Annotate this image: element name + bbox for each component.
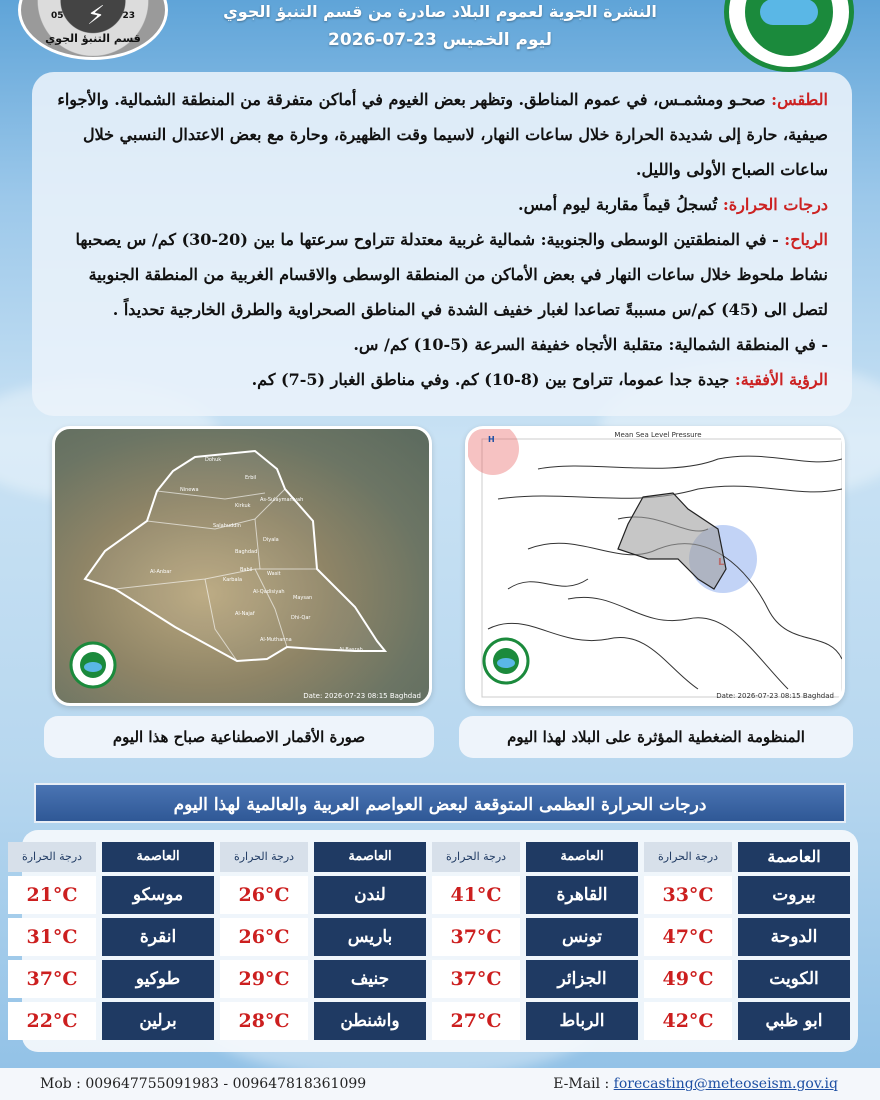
map-label: Wasit	[267, 571, 281, 577]
visibility-text: جيدة جدا عموما، تتراوح بين (8-10) كم. وفي مناطق الغبار (5-7) كم.	[251, 370, 735, 389]
temperature-table	[22, 830, 858, 1052]
map-label: Al-Qadisiyah	[253, 589, 285, 595]
city-cell: القاهرة	[526, 876, 638, 914]
header-city: العاصمة	[738, 842, 850, 872]
city-cell: الجزائر	[526, 960, 638, 998]
logo-text: قسم التنبؤ الجوي	[45, 32, 141, 45]
iraq-map	[55, 429, 432, 706]
map-label: As-Sulaymaniyah	[260, 497, 304, 503]
temp-cell: 33°C	[644, 876, 732, 914]
map-label: Al-Najaf	[235, 611, 255, 617]
cloud-icon	[745, 0, 833, 56]
temperature-text: تُسجلُ قيماً مقاربة ليوم أمس.	[518, 195, 723, 214]
temp-cell: 27°C	[432, 1002, 520, 1040]
map-label: Al-Basrah	[339, 647, 363, 653]
temp-cell: 49°C	[644, 960, 732, 998]
temp-cell: 37°C	[8, 960, 96, 998]
logo-number-left: 05	[51, 11, 64, 21]
temp-cell: 37°C	[432, 960, 520, 998]
satellite-image	[52, 426, 432, 706]
city-cell: جنيف	[314, 960, 426, 998]
city-cell: انقرة	[102, 918, 214, 956]
city-cell: الكويت	[738, 960, 850, 998]
pressure-chart	[468, 429, 845, 706]
email-link[interactable]: forecasting@meteoseism.gov.iq	[613, 1076, 838, 1092]
map-label: Kirkuk	[235, 503, 251, 509]
header-city: العاصمة	[526, 842, 638, 872]
temp-cell: 28°C	[220, 1002, 308, 1040]
city-cell: برلين	[102, 1002, 214, 1040]
city-cell: طوكيو	[102, 960, 214, 998]
weather-text: صحـو ومشمـس، في عموم المناطق. وتظهر بعض الغيوم في أماكن متفرقة من المنطقة الشمالية. والأجواء صيفية، حارة إلى شديدة الحرارة خلال ساعات النهار، لاسيما وقت الظهيرة، وحارة مع بعض الاعتدال النسبي خلال ساعات الصباح الأولى والليل.	[57, 90, 828, 179]
temp-cell: 42°C	[644, 1002, 732, 1040]
map-label: Diyala	[263, 537, 279, 543]
temperature-paragraph	[56, 187, 828, 222]
satellite-timestamp: Date: 2026-07-23 08:15 Baghdad	[303, 692, 421, 700]
map-label: Erbil	[245, 475, 257, 481]
header-temp: درجة الحرارة	[220, 842, 308, 872]
wind-text-central-south: - في المنطقتين الوسطى والجنوبية: شمالية غربية معتدلة تتراوح سرعتها ما بين (20-30) كم/ س يصحبها نشاط ملحوظ خلال ساعات النهار في بعض الأماكن من المنطقة الوسطى والاقسام الغربية من المنطقة الجنوبية لتصل الى (45) كم/س مسببةً تصاعدا لغبار خفيف الشدة في المناطق الصحراوية والطرق الخارجية تحديداً .	[75, 230, 828, 319]
city-cell: لندن	[314, 876, 426, 914]
pressure-timestamp: Date: 2026-07-23 08:15 Baghdad	[716, 692, 834, 700]
satellite-caption: صورة الأقمار الاصطناعية صباح هذا اليوم	[44, 716, 434, 758]
forecast-text-box	[32, 72, 852, 416]
temperature-label: درجات الحرارة:	[722, 195, 828, 214]
weather-paragraph	[56, 82, 828, 187]
wind-label: الرياح:	[784, 230, 828, 249]
pressure-map-title: Mean Sea Level Pressure	[614, 431, 702, 439]
bulletin-date: ليوم الخميس 23-07-2026	[328, 30, 552, 50]
mobile-numbers: Mob : 009647755091983 - 009647818361099	[40, 1076, 367, 1092]
map-label: Karbala	[223, 577, 243, 583]
header-temp: درجة الحرارة	[644, 842, 732, 872]
temp-cell: 26°C	[220, 876, 308, 914]
map-label: Salahuddin	[213, 523, 241, 529]
city-cell: ابو ظبي	[738, 1002, 850, 1040]
header-temp: درجة الحرارة	[8, 842, 96, 872]
city-cell: تونس	[526, 918, 638, 956]
map-label: Baghdad	[235, 549, 258, 555]
iraq-outline	[618, 493, 726, 589]
map-label: Dhi-Qar	[291, 615, 311, 621]
temp-cell: 37°C	[432, 918, 520, 956]
city-cell: باريس	[314, 918, 426, 956]
map-label: Babil	[240, 567, 253, 573]
email-contact	[553, 1076, 838, 1092]
weather-label: الطقس:	[771, 90, 828, 109]
city-cell: واشنطن	[314, 1002, 426, 1040]
city-cell: الرباط	[526, 1002, 638, 1040]
map-label: Al-Anbar	[150, 569, 172, 575]
temperature-table-title: درجات الحرارة العظمى المتوقعة لبعض العواصم العربية والعالمية لهذا اليوم	[34, 783, 846, 823]
header-city: العاصمة	[102, 842, 214, 872]
city-cell: الدوحة	[738, 918, 850, 956]
email-label: E-Mail :	[553, 1076, 614, 1092]
temp-cell: 29°C	[220, 960, 308, 998]
map-label: Dohuk	[205, 457, 222, 463]
header-temp: درجة الحرارة	[432, 842, 520, 872]
temp-cell: 31°C	[8, 918, 96, 956]
bulletin-issuer: النشرة الجوية لعموم البلاد صادرة من قسم التنبؤ الجوي	[223, 2, 657, 21]
wind-paragraph	[56, 222, 828, 327]
pressure-caption: المنظومة الضغطية المؤثرة على البلاد لهذا اليوم	[459, 716, 853, 758]
logo-number-right: 23	[122, 11, 135, 21]
city-cell: موسكو	[102, 876, 214, 914]
high-pressure-icon: H	[488, 435, 495, 444]
wind-north-paragraph: - في المنطقة الشمالية: متقلبة الأتجاه خفيفة السرعة (5-10) كم/ س.	[353, 335, 828, 354]
visibility-paragraph	[56, 362, 828, 397]
temp-cell: 22°C	[8, 1002, 96, 1040]
temp-cell: 47°C	[644, 918, 732, 956]
pressure-map-image	[465, 426, 845, 706]
meteorological-organization-logo	[724, 0, 854, 72]
temperature-grid	[21, 842, 850, 1040]
city-cell: بيروت	[738, 876, 850, 914]
map-label: Maysan	[293, 595, 313, 601]
contact-footer	[0, 1068, 880, 1100]
map-label: Ninewa	[180, 487, 199, 493]
lightning-icon: ⚡	[86, 1, 106, 31]
forecast-department-logo	[18, 0, 168, 60]
temp-cell: 21°C	[8, 876, 96, 914]
temp-cell: 26°C	[220, 918, 308, 956]
temp-cell: 41°C	[432, 876, 520, 914]
visibility-label: الرؤية الأفقية:	[734, 370, 828, 389]
header-city: العاصمة	[314, 842, 426, 872]
map-label: Al-Muthanna	[260, 637, 292, 643]
